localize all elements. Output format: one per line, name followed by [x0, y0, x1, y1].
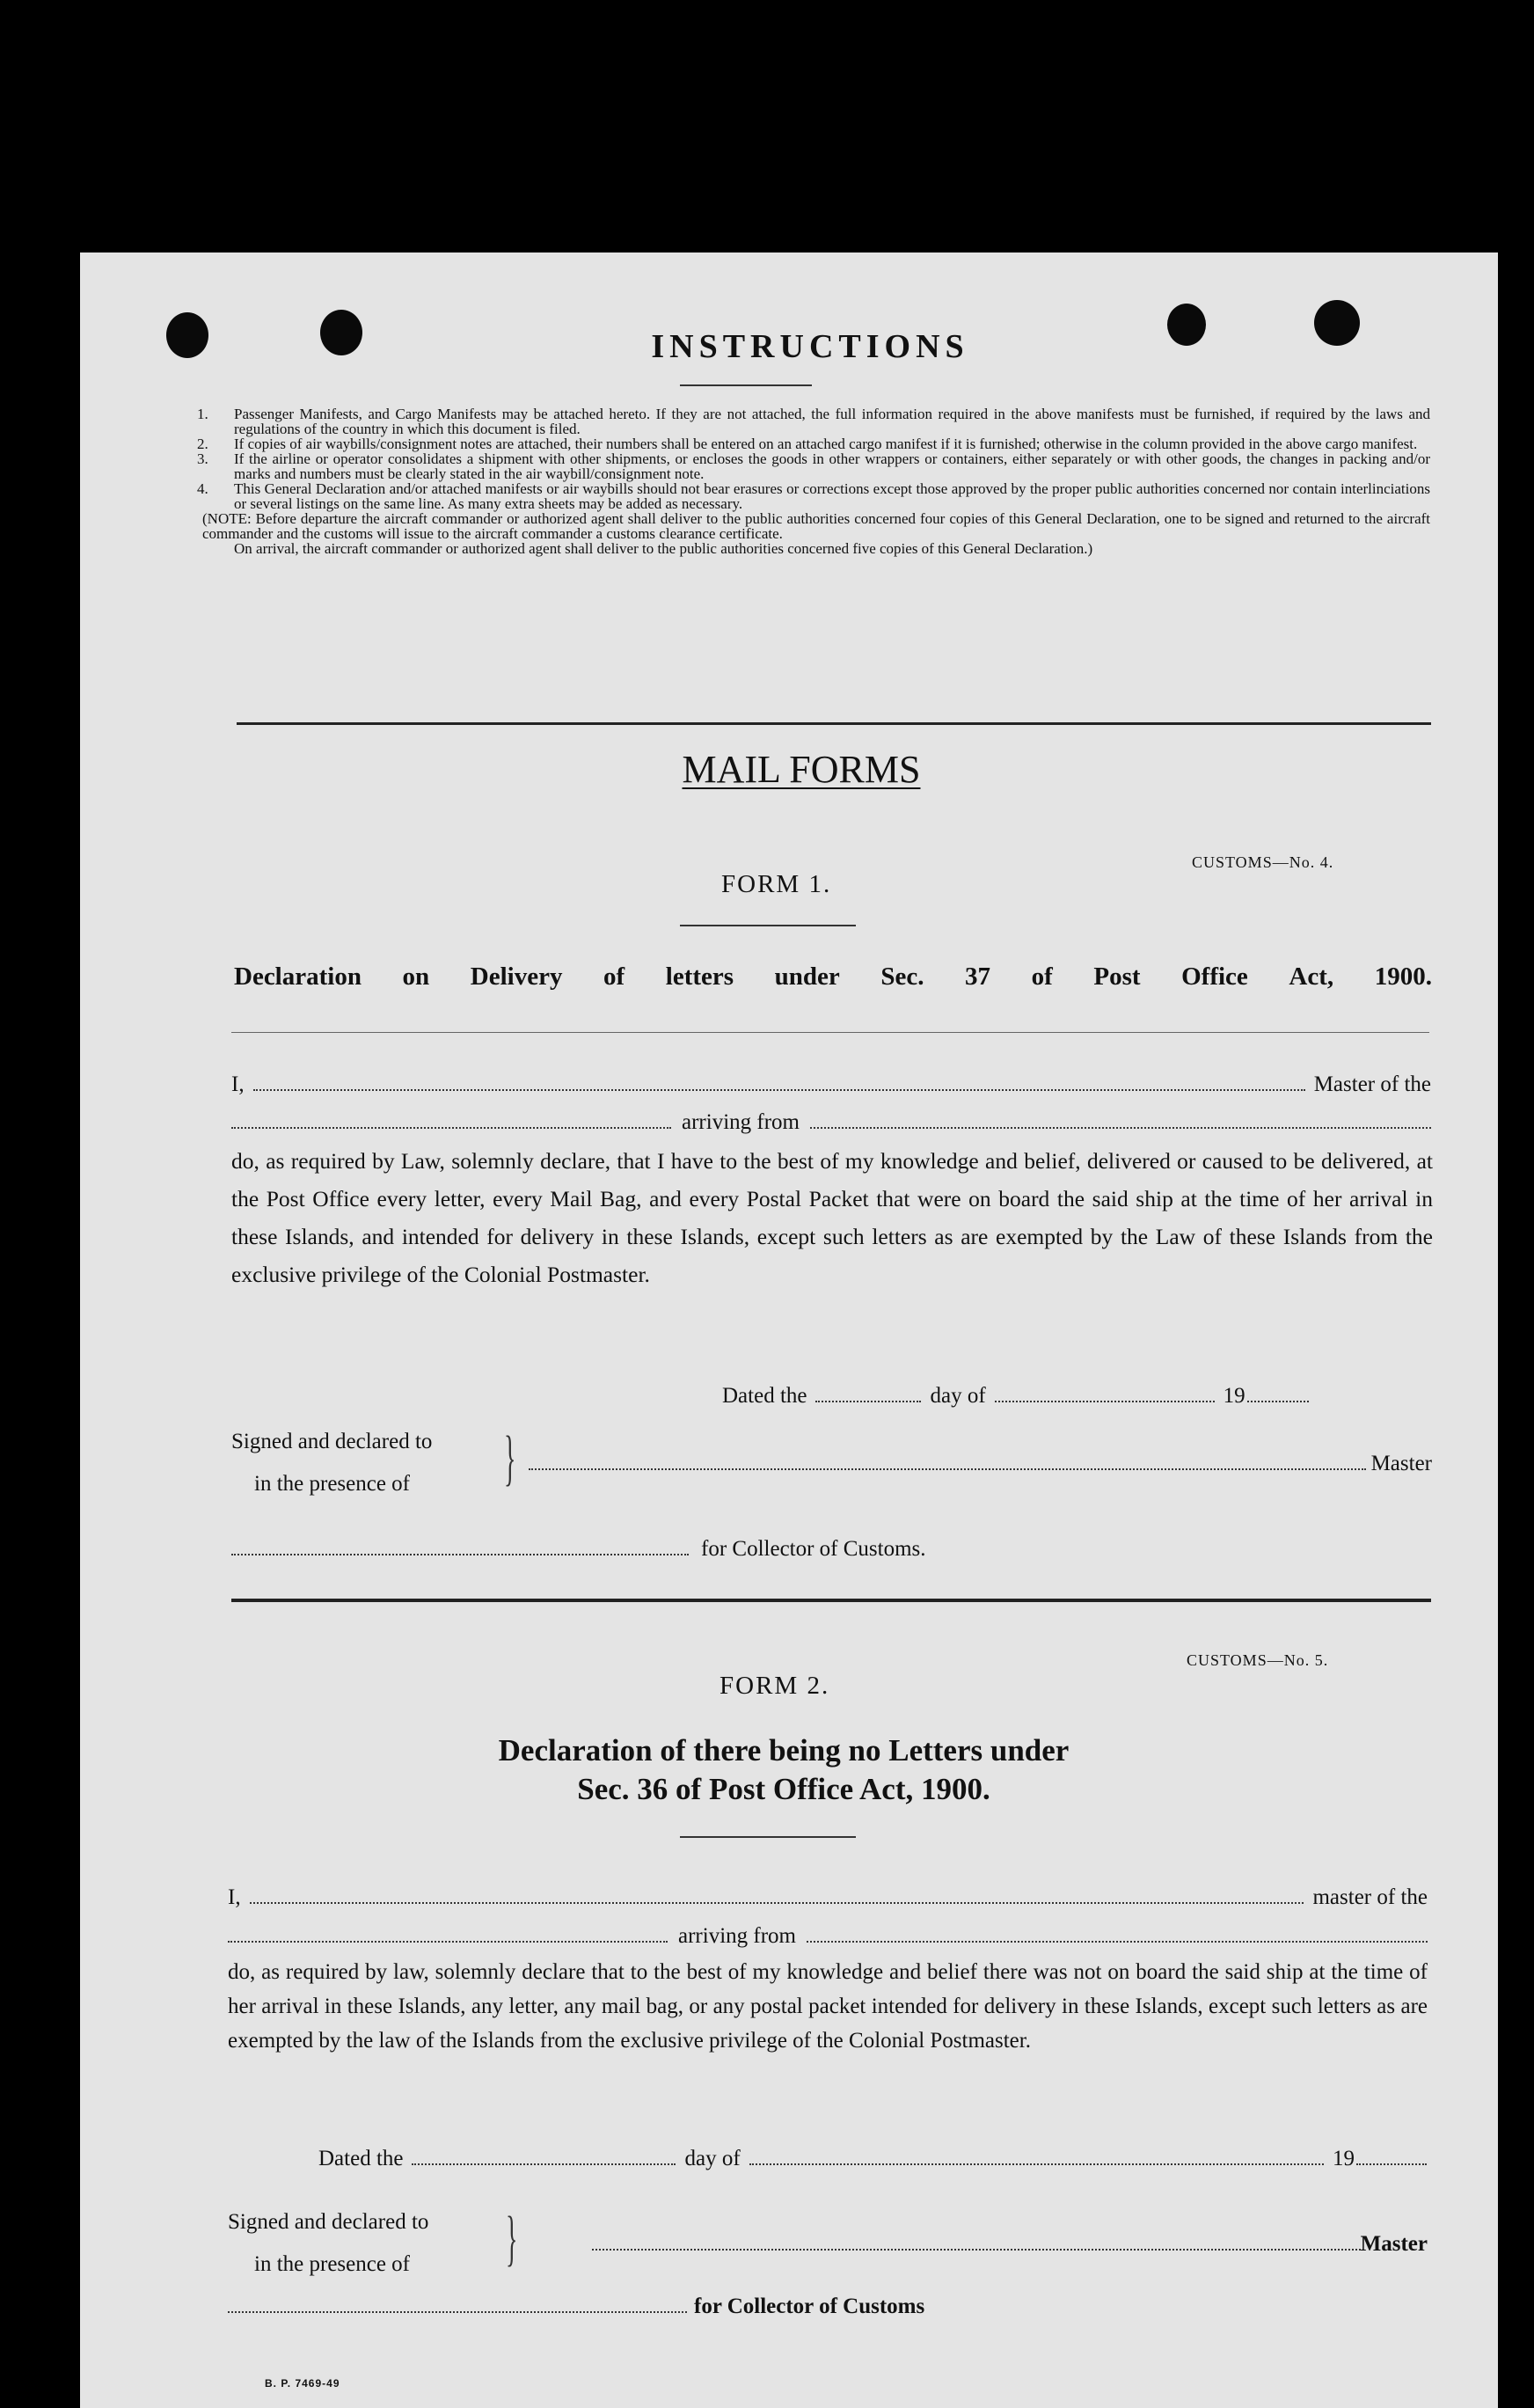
form1-declaration-title — [234, 962, 1432, 992]
form1-label-rule — [680, 925, 856, 926]
form2-signed-label-2: in the presence of — [254, 2252, 411, 2276]
form2-collector-line — [228, 2295, 924, 2319]
instruction-text: Passenger Manifests, and Cargo Manifests may be attached hereto. If they are not attached, the full information required in the above manifests must be furnished, if required by the laws and regulations of the country in which this document is filed. — [234, 406, 1430, 437]
form1-origin-field[interactable] — [810, 1127, 1431, 1129]
instruction-number: 3. — [197, 450, 208, 467]
declaration-word: Sec. — [880, 962, 924, 991]
declaration-word: 1900. — [1374, 962, 1432, 991]
declaration-word: letters — [665, 962, 734, 991]
instructions-list — [197, 406, 1430, 557]
form1-master-label: Master — [1370, 1452, 1432, 1475]
instruction-number: 1. — [197, 406, 208, 422]
instruction-note-continued: On arrival, the aircraft commander or authorized agent shall deliver to the public authorities concerned five copies of this General Declaration.) — [234, 540, 1093, 557]
form2-collector-label: for Collector of Customs — [694, 2295, 925, 2318]
instruction-item — [197, 450, 1430, 482]
form1-dated-line — [722, 1384, 1309, 1409]
instruction-text: If the airline or operator consolidates a shipment with other shipments, or encloses the goods in other wrappers or containers, either separately or with other goods, the changes in packing and/or marks and numbers must be clearly stated in the air waybill/consignment note. — [234, 450, 1430, 482]
instruction-text: If copies of air waybills/consignment notes are attached, their numbers shall be entered on an attached cargo manifest if it is furnished; otherwise in the column provided in the above cargo manifest. — [234, 435, 1418, 452]
form1-ship-line — [231, 1110, 1431, 1135]
form1-day-of-label: day of — [930, 1384, 986, 1408]
form2-dated-line — [318, 2147, 1427, 2171]
form1-collector-label: for Collector of Customs. — [701, 1537, 926, 1561]
declaration-word: on — [402, 962, 430, 991]
form1-customs-number: CUSTOMS—No. 4. — [1192, 853, 1334, 871]
form2-arriving-from-label: arriving from — [678, 1924, 796, 1948]
instructions-title-rule — [680, 384, 812, 386]
form1-dated-the-label: Dated the — [722, 1384, 807, 1408]
declaration-word: Post — [1093, 962, 1141, 991]
punch-hole-3 — [1167, 304, 1206, 346]
form1-brace: } — [504, 1424, 516, 1492]
form2-brace: } — [506, 2205, 518, 2273]
instruction-note: (NOTE: Before departure the aircraft commander or authorized agent shall deliver to the public authorities concerned four copies of this General Declaration, one to be signed and returned to the aircraft commander and the customs will issue to the aircraft commander a customs clearance certificate. — [202, 510, 1430, 542]
declaration-word: Act, — [1289, 962, 1334, 991]
form2-title-line-2: Sec. 36 of Post Office Act, 1900. — [577, 1772, 990, 1806]
form1-title-rule — [231, 1032, 1429, 1033]
form2-label: FORM 2. — [720, 1672, 830, 1700]
form2-name-line — [228, 1885, 1428, 1910]
form2-year-field[interactable] — [1356, 2163, 1427, 2165]
instruction-item — [197, 480, 1430, 512]
punch-hole-2 — [320, 310, 362, 355]
form1-day-field[interactable] — [815, 1401, 921, 1402]
declaration-word: Delivery — [470, 962, 563, 991]
form2-customs-number: CUSTOMS—No. 5. — [1187, 1651, 1329, 1669]
form2-month-field[interactable] — [749, 2163, 1324, 2165]
declaration-word: under — [774, 962, 840, 991]
form2-year-label: 19 — [1333, 2147, 1355, 2170]
form2-dated-the-label: Dated the — [318, 2147, 404, 2170]
form2-title-rule — [680, 1836, 856, 1838]
form1-master-signature-field[interactable] — [529, 1468, 1366, 1470]
declaration-word: of — [1031, 962, 1053, 991]
form2-day-of-label: day of — [684, 2147, 741, 2170]
instruction-text: This General Declaration and/or attached manifests or air waybills should not bear erasures or corrections except those approved by the proper public authorities concerned nor contain interlinciations or several listings on the same line. As many extra sheets may be added as necessary. — [234, 480, 1430, 512]
form1-year-field[interactable] — [1247, 1401, 1309, 1402]
form1-arriving-from-label: arriving from — [682, 1110, 800, 1134]
form2-master-line — [592, 2232, 1428, 2257]
form2-ship-line — [228, 1924, 1428, 1949]
print-code: B. P. 7469-49 — [265, 2377, 340, 2390]
form1-signed-label-1: Signed and declared to — [231, 1430, 433, 1453]
instruction-number: 4. — [197, 480, 208, 497]
form2-day-field[interactable] — [412, 2163, 676, 2165]
form1-collector-field[interactable] — [231, 1554, 689, 1555]
mail-forms-title: MAIL FORMS — [682, 748, 921, 791]
punch-hole-4 — [1314, 300, 1360, 346]
form2-paragraph: do, as required by law, solemnly declare that to the best of my knowledge and belief there was not on board the said ship at the time of her arrival in these Islands, any letter, any mail bag, or any postal packet intended for delivery in these Islands, except such letters as are exempted by the law of the Islands from the exclusive privilege of the Colonial Postmaster. — [228, 1960, 1428, 2053]
form2-declaration-title — [344, 1731, 1224, 1809]
form1-paragraph: do, as required by Law, solemnly declare, that I have to the best of my knowledge and belief, delivered or caused to be delivered, at the Post Office every letter, every Mail Bag, and every Postal Packet that were on board the said ship at the time of her arrival in these Islands, and intended for delivery in these Islands, except such letters as are exempted by the Law of these Islands from the exclusive privilege of the Colonial Postmaster. — [231, 1148, 1433, 1287]
declaration-word: Office — [1181, 962, 1248, 991]
form-separator — [231, 1599, 1431, 1602]
form1-label: FORM 1. — [721, 870, 832, 898]
form1-name-line — [231, 1072, 1431, 1097]
declaration-word: of — [603, 962, 625, 991]
declaration-word: 37 — [965, 962, 991, 991]
instruction-item — [197, 435, 1430, 452]
document-page — [80, 253, 1498, 2408]
form1-ship-field[interactable] — [231, 1127, 671, 1129]
form1-year-label: 19 — [1223, 1384, 1245, 1408]
form2-master-of-label: master of the — [1312, 1885, 1428, 1909]
instruction-number: 2. — [197, 435, 208, 452]
form2-signed-label-1: Signed and declared to — [228, 2210, 429, 2234]
form2-title-line-1: Declaration of there being no Letters under — [498, 1733, 1070, 1768]
form2-i-label: I, — [228, 1885, 241, 1909]
form2-collector-field[interactable] — [228, 2311, 687, 2313]
punch-hole-1 — [166, 312, 208, 358]
form2-master-signature-field[interactable] — [592, 2249, 1361, 2251]
form1-name-field[interactable] — [253, 1089, 1305, 1091]
form1-month-field[interactable] — [995, 1401, 1215, 1402]
form1-master-of-label: Master of the — [1313, 1072, 1431, 1096]
instructions-title: INSTRUCTIONS — [651, 328, 969, 365]
section-divider — [237, 722, 1431, 725]
form2-origin-field[interactable] — [807, 1941, 1428, 1943]
form2-name-field[interactable] — [250, 1902, 1304, 1904]
instruction-item — [197, 406, 1430, 437]
form1-collector-line — [231, 1537, 926, 1562]
declaration-word: Declaration — [234, 962, 362, 991]
form1-signed-label-2: in the presence of — [254, 1472, 411, 1496]
form1-i-label: I, — [231, 1072, 245, 1096]
form1-master-line — [529, 1452, 1432, 1476]
form2-master-label: Master — [1360, 2232, 1428, 2256]
form2-ship-field[interactable] — [228, 1941, 668, 1943]
